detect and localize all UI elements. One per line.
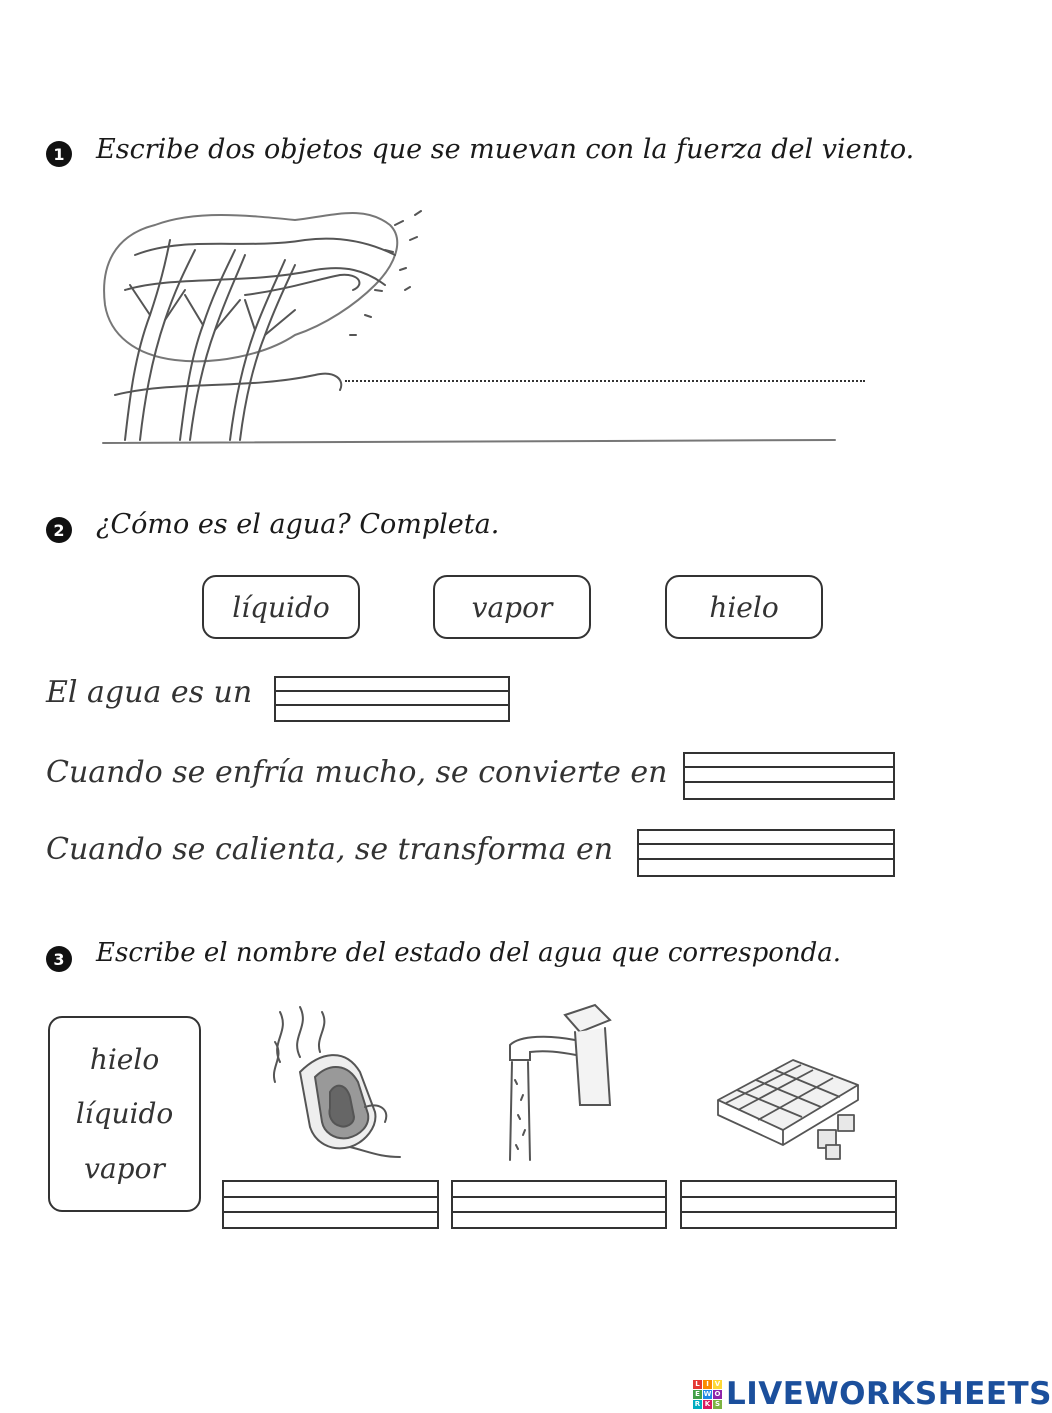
option-vapor [433,575,591,639]
sentence-1: El agua es un [46,675,253,710]
answer-line-1[interactable] [345,380,865,382]
question-3-text: Escribe el nombre del estado del agua que corresponda. [96,938,842,968]
question-number-3: 3 [46,946,72,972]
question-1-text: Escribe dos objetos que se muevan con la fuerza del viento. [96,134,915,165]
question-2-text: ¿Cómo es el agua? Completa. [96,509,500,540]
sentence-3: Cuando se calienta, se transforma en [46,832,614,867]
word-bank-item: hielo [89,1042,160,1076]
logo-tile: W [703,1390,712,1398]
question-number-1: 1 [46,141,72,167]
option-label: hielo [709,590,779,624]
iron-steam-icon [260,1002,410,1164]
logo-tile: K [704,1400,711,1408]
ice-tray-icon [708,1045,868,1165]
option-hielo [665,575,823,639]
logo-tile: R [694,1400,701,1408]
liveworksheets-logo [693,1376,1052,1412]
option-liquido [202,575,360,639]
answer-box-iron[interactable] [222,1180,439,1229]
faucet-icon [490,1000,620,1165]
answer-box-faucet[interactable] [451,1180,667,1229]
word-bank-item: líquido [75,1097,174,1131]
question-number-2: 2 [46,517,72,543]
logo-tile: S [714,1400,721,1408]
logo-grid-icon [693,1380,722,1409]
option-label: líquido [232,590,330,624]
word-bank [48,1016,201,1212]
word-bank-item: vapor [84,1152,165,1186]
brand-name: LIVEWORKSHEETS [726,1376,1052,1412]
logo-tile: V [714,1380,721,1388]
answer-box-1[interactable] [274,676,510,722]
answer-box-3[interactable] [637,829,895,877]
logo-tile: E [693,1390,702,1399]
logo-tile: I [703,1380,712,1389]
option-label: vapor [471,590,553,624]
answer-box-ice[interactable] [680,1180,897,1229]
sentence-2: Cuando se enfría mucho, se convierte en [46,755,668,790]
answer-box-2[interactable] [683,752,895,800]
windy-trees-illustration [95,195,850,455]
logo-tile: O [714,1390,721,1398]
logo-tile: L [693,1380,702,1389]
